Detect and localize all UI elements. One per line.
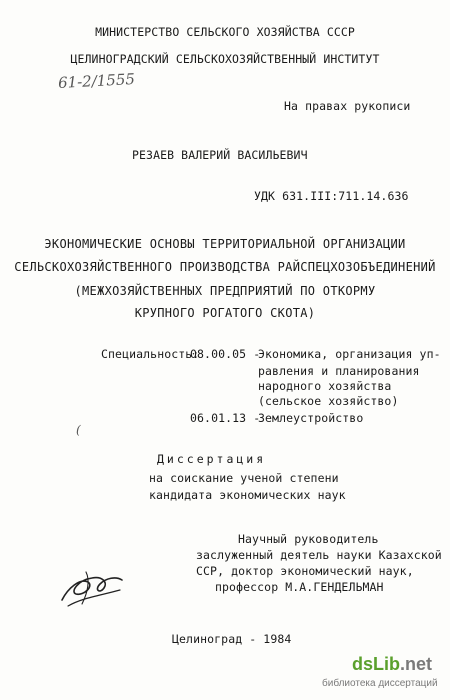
watermark-brand-b: .net — [400, 654, 433, 674]
advisor-line-2: заслуженный деятель науки Казахской — [196, 548, 442, 562]
ministry-line: МИНИСТЕРСТВО СЕЛЬСКОГО ХОЗЯЙСТВА СССР — [95, 25, 355, 39]
watermark-brand-a: dsLib — [352, 654, 400, 674]
title-line-2: СЕЛЬСКОХОЗЯЙСТВЕННОГО ПРОИЗВОДСТВА РАЙСПЕЦХОЗОБЪЕДИНЕНИЙ — [14, 260, 436, 274]
title-line-1: ЭКОНОМИЧЕСКИЕ ОСНОВЫ ТЕРРИТОРИАЛЬНОЙ ОРГАНИЗАЦИИ — [44, 237, 406, 251]
author-name: РЕЗАЕВ ВАЛЕРИЙ ВАСИЛЬЕВИЧ — [132, 148, 308, 162]
title-line-3: (МЕЖХОЗЯЙСТВЕННЫХ ПРЕДПРИЯТИЙ ПО ОТКОРМУ — [74, 284, 376, 298]
specialty-label: Специальность: — [101, 347, 200, 361]
specialty-code-1: 08.00.05 - — [190, 347, 261, 361]
degree-line-2: кандидата экономических наук — [149, 488, 346, 502]
institute-line: ЦЕЛИНОГРАДСКИЙ СЕЛЬСКОХОЗЯЙСТВЕННЫЙ ИНСТИТУТ — [70, 52, 380, 66]
margin-mark: ( — [76, 423, 81, 437]
title-line-4: КРУПНОГО РОГАТОГО СКОТА) — [134, 306, 316, 320]
advisor-line-1: Научный руководитель — [238, 532, 379, 546]
specialty-code-2: 06.01.13 - — [190, 411, 261, 425]
specialty-name-2: Землеустройство — [258, 411, 364, 425]
rights-notice: На правах рукописи — [284, 99, 411, 113]
specialty-name-line-2: равления и планирования — [258, 364, 420, 378]
specialty-name-line-1: Экономика, организация уп- — [258, 347, 441, 361]
watermark-logo — [352, 654, 432, 675]
advisor-line-4: профессор М.А.ГЕНДЕЛЬМАН — [215, 580, 384, 594]
udk-code: УДК 631.III:711.14.636 — [254, 189, 409, 203]
handwritten-catalog-note: 61-2/1555 — [57, 69, 136, 93]
dissertation-heading: Диссертация — [157, 452, 267, 466]
specialty-name-line-3: народного хозяйства — [258, 379, 392, 393]
watermark-tagline: библиотека диссертаций — [322, 678, 438, 689]
degree-line-1: на соискание ученой степени — [149, 471, 339, 485]
specialty-name-line-4: (сельское хозяйство) — [258, 394, 399, 408]
city-and-year: Целиноград - 1984 — [172, 632, 292, 646]
handwritten-signature — [58, 560, 128, 612]
advisor-line-3: ССР, доктор экономический наук, — [196, 564, 414, 578]
